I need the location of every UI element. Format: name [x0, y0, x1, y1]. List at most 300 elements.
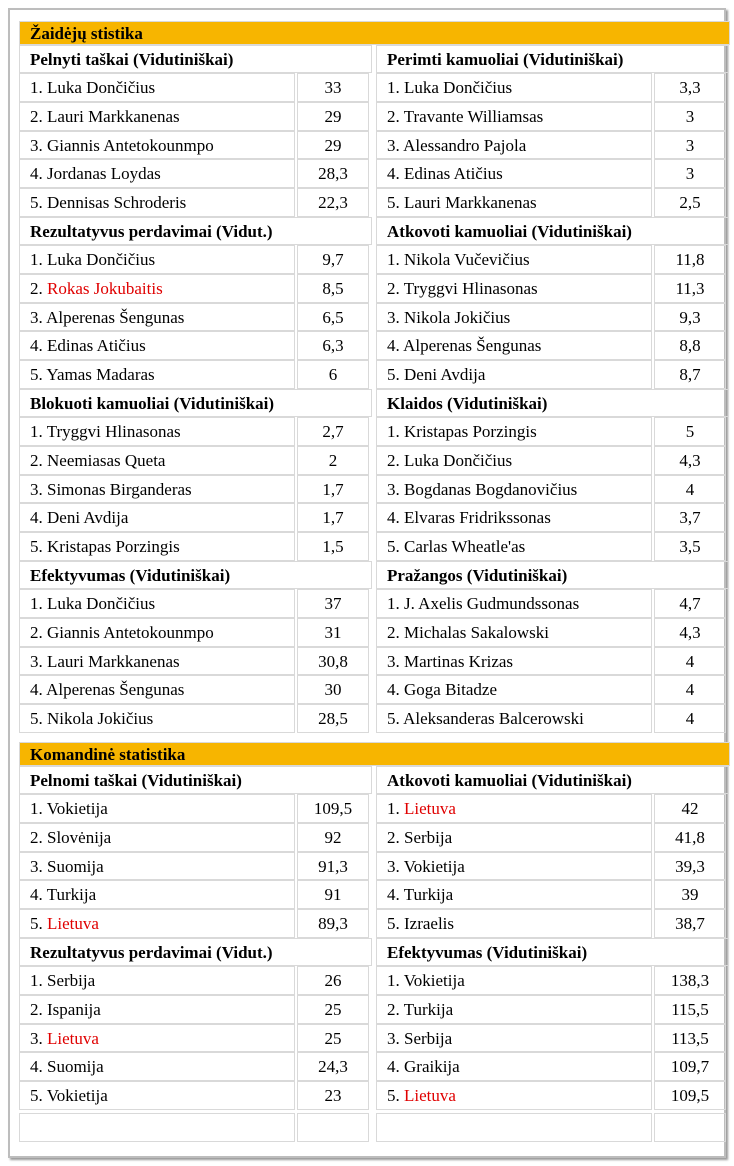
table-row — [19, 995, 372, 1024]
category-title: Efektyvumas (Vidutiniškai) — [376, 938, 729, 966]
name-cell — [19, 446, 295, 475]
table-row — [376, 880, 729, 909]
rank: 5. — [30, 537, 43, 557]
entity-name: Izraelis — [404, 914, 455, 934]
empty-row — [19, 1113, 372, 1142]
name-cell — [19, 131, 295, 160]
table-row — [376, 647, 729, 676]
table-row — [376, 159, 729, 188]
table-row — [376, 131, 729, 160]
value-cell: 3,5 — [654, 532, 726, 561]
name-cell — [19, 852, 295, 881]
entity-name: Edinas Atičius — [47, 336, 146, 356]
value-cell: 28,3 — [297, 159, 369, 188]
value-cell: 25 — [297, 995, 369, 1024]
name-cell — [19, 532, 295, 561]
entity-name: Serbija — [404, 827, 453, 847]
table-row — [376, 245, 729, 274]
value-cell: 4,3 — [654, 618, 726, 647]
rank: 1. — [30, 78, 43, 97]
table-row — [376, 274, 729, 303]
rank: 3. — [387, 651, 400, 671]
rank: 2. — [30, 106, 43, 126]
name-cell — [19, 909, 295, 938]
value-cell: 3,7 — [654, 503, 726, 532]
value-cell: 4 — [654, 475, 726, 504]
rank: 4. — [387, 508, 400, 528]
entity-name: Serbija — [47, 970, 96, 990]
name-cell — [19, 1052, 295, 1081]
value-cell: 1,7 — [297, 503, 369, 532]
rank: 1. — [387, 798, 400, 818]
rank: 3. — [387, 307, 400, 327]
rank: 2. — [30, 622, 43, 642]
name-cell — [376, 245, 652, 274]
rank: 3. — [30, 307, 43, 327]
table-row — [19, 102, 372, 131]
value-cell: 31 — [297, 618, 369, 647]
table-row — [19, 675, 372, 704]
entity-name: Giannis Antetokounmpo — [47, 135, 214, 155]
table-row — [19, 704, 372, 733]
category-title: Rezultatyvus perdavimai (Vidut.) — [19, 217, 372, 245]
value-cell: 3,3 — [654, 73, 726, 102]
value-cell: 91 — [297, 880, 369, 909]
value-cell: 115,5 — [654, 995, 726, 1024]
rank: 4. — [30, 885, 43, 905]
value-cell: 39 — [654, 880, 726, 909]
table-row — [376, 852, 729, 881]
rank: 1. — [30, 593, 43, 613]
entity-name: Turkija — [403, 999, 454, 1019]
name-cell — [376, 1081, 652, 1110]
table-row — [376, 589, 729, 618]
name-cell — [376, 794, 652, 823]
category-title: Pelnyti taškai (Vidutiniškai) — [19, 45, 372, 73]
rank: 1. — [30, 798, 43, 818]
table-row — [19, 852, 372, 881]
value-cell: 113,5 — [654, 1024, 726, 1053]
rank: 2. — [30, 999, 43, 1019]
entity-name: Slovėnija — [47, 827, 112, 847]
table-row — [376, 794, 729, 823]
name-cell — [376, 647, 652, 676]
empty-name-cell — [376, 1113, 652, 1142]
rank: 5. — [30, 365, 43, 385]
table-row — [376, 188, 729, 217]
team-stats-grid — [19, 766, 730, 1110]
entity-name: Kristapas Porzingis — [47, 537, 180, 557]
entity-name: Giannis Antetokounmpo — [47, 622, 214, 642]
player-stats-header: Žaidėjų stistika — [19, 21, 730, 45]
rank: 1. — [30, 249, 43, 269]
value-cell: 4,7 — [654, 589, 726, 618]
rank: 5. — [30, 1086, 43, 1106]
name-cell — [376, 188, 652, 217]
rank: 4. — [30, 336, 43, 356]
table-row — [376, 475, 729, 504]
rank: 2. — [387, 106, 400, 126]
name-cell — [19, 245, 295, 274]
value-cell: 9,7 — [297, 245, 369, 274]
name-cell — [19, 102, 295, 131]
rank: 3. — [30, 1028, 43, 1048]
rank: 4. — [387, 885, 400, 905]
table-row — [376, 618, 729, 647]
name-cell — [19, 188, 295, 217]
value-cell: 22,3 — [297, 188, 369, 217]
value-cell: 4 — [654, 704, 726, 733]
entity-name: Vokietija — [46, 1086, 108, 1106]
rank: 3. — [387, 1028, 400, 1048]
rank: 3. — [30, 651, 43, 671]
name-cell — [19, 675, 295, 704]
table-row — [376, 704, 729, 733]
table-row — [19, 618, 372, 647]
rank: 1. — [387, 249, 400, 269]
rank: 3. — [30, 479, 43, 499]
value-cell: 24,3 — [297, 1052, 369, 1081]
name-cell — [19, 995, 295, 1024]
rank: 5. — [387, 1086, 400, 1106]
value-cell: 2 — [297, 446, 369, 475]
entity-name: Alperenas Šengunas — [403, 336, 542, 356]
name-cell — [19, 618, 295, 647]
stats-content — [19, 21, 730, 1142]
table-row — [19, 532, 372, 561]
value-cell: 109,5 — [297, 794, 369, 823]
rank: 2. — [387, 827, 400, 847]
value-cell: 6,5 — [297, 303, 369, 332]
value-cell: 1,7 — [297, 475, 369, 504]
right-column — [376, 766, 729, 1110]
value-cell: 28,5 — [297, 704, 369, 733]
entity-name: Alessandro Pajola — [403, 135, 527, 155]
table-row — [19, 73, 372, 102]
rank: 4. — [387, 680, 400, 700]
entity-name: Aleksanderas Balcerowski — [403, 709, 584, 729]
entity-name: Luka Dončičius — [404, 450, 513, 470]
entity-name: Nikola Vučevičius — [404, 249, 530, 269]
rank: 2. — [387, 450, 400, 470]
name-cell — [19, 159, 295, 188]
empty-col — [19, 1113, 372, 1142]
category-title: Pražangos (Vidutiniškai) — [376, 561, 729, 589]
name-cell — [19, 303, 295, 332]
table-row — [376, 503, 729, 532]
rank: 5. — [387, 193, 400, 213]
entity-name: Suomija — [47, 1057, 104, 1077]
category-title: Perimti kamuoliai (Vidutiniškai) — [376, 45, 729, 73]
rank: 4. — [30, 1057, 43, 1077]
value-cell: 1,5 — [297, 532, 369, 561]
name-cell — [376, 360, 652, 389]
category-title: Efektyvumas (Vidutiniškai) — [19, 561, 372, 589]
rank: 5. — [30, 914, 43, 934]
name-cell — [19, 794, 295, 823]
entity-name: Jordanas Loydas — [47, 164, 161, 184]
rank: 3. — [387, 856, 400, 876]
value-cell: 41,8 — [654, 823, 726, 852]
highlighted-name: Lietuva — [47, 1028, 99, 1048]
value-cell: 138,3 — [654, 966, 726, 995]
value-cell: 38,7 — [654, 909, 726, 938]
empty-row — [376, 1113, 729, 1142]
entity-name: Tryggvi Hlinasonas — [46, 421, 181, 441]
table-row — [19, 794, 372, 823]
highlighted-name: Lietuva — [404, 798, 456, 818]
rank: 2. — [387, 622, 400, 642]
entity-name: Kristapas Porzingis — [404, 421, 537, 441]
name-cell — [19, 360, 295, 389]
rank: 5. — [387, 537, 400, 557]
table-row — [19, 880, 372, 909]
entity-name: Martinas Krizas — [404, 651, 514, 671]
entity-name: Dennisas Schroderis — [47, 193, 187, 213]
rank: 5. — [387, 709, 400, 729]
name-cell — [376, 880, 652, 909]
table-row — [19, 417, 372, 446]
rank: 4. — [387, 1057, 400, 1077]
team-stats-header: Komandinė statistika — [19, 742, 730, 766]
table-row — [19, 274, 372, 303]
entity-name: Turkija — [403, 885, 454, 905]
table-row — [376, 532, 729, 561]
value-cell: 89,3 — [297, 909, 369, 938]
entity-name: Alperenas Šengunas — [46, 680, 185, 700]
name-cell — [376, 475, 652, 504]
table-row — [19, 647, 372, 676]
entity-name: Carlas Wheatle'as — [404, 537, 526, 557]
entity-name: Goga Bitadze — [404, 680, 497, 700]
value-cell: 91,3 — [297, 852, 369, 881]
entity-name: Vokietija — [403, 970, 465, 990]
name-cell — [376, 909, 652, 938]
rank: 1. — [387, 970, 400, 990]
rank: 1. — [30, 421, 43, 441]
entity-name: Turkija — [46, 885, 97, 905]
entity-name: Lauri Markkanenas — [47, 651, 180, 671]
table-row — [19, 360, 372, 389]
section-gap — [19, 733, 730, 742]
entity-name: Suomija — [47, 856, 104, 876]
value-cell: 11,3 — [654, 274, 726, 303]
table-row — [19, 131, 372, 160]
entity-name: Bogdanas Bogdanovičius — [404, 479, 578, 499]
table-row — [19, 909, 372, 938]
rank: 1. — [30, 970, 43, 990]
empty-value-cell — [654, 1113, 726, 1142]
value-cell: 30,8 — [297, 647, 369, 676]
table-row — [19, 303, 372, 332]
rank: 4. — [30, 508, 43, 528]
table-row — [19, 188, 372, 217]
entity-name: J. Axelis Gudmundssonas — [404, 593, 580, 613]
entity-name: Graikija — [404, 1057, 460, 1077]
name-cell — [19, 823, 295, 852]
value-cell: 2,5 — [654, 188, 726, 217]
value-cell: 11,8 — [654, 245, 726, 274]
rank: 3. — [387, 479, 400, 499]
entity-name: Luka Dončičius — [47, 249, 156, 269]
table-row — [376, 966, 729, 995]
empty-name-cell — [19, 1113, 295, 1142]
value-cell: 37 — [297, 589, 369, 618]
rank: 3. — [387, 135, 400, 155]
entity-name: Yamas Madaras — [46, 365, 155, 385]
name-cell — [376, 1052, 652, 1081]
rank: 2. — [30, 278, 43, 298]
table-row — [376, 995, 729, 1024]
value-cell: 29 — [297, 131, 369, 160]
entity-name: Travante Williamsas — [403, 106, 544, 126]
name-cell — [19, 417, 295, 446]
value-cell: 92 — [297, 823, 369, 852]
entity-name: Serbija — [404, 1028, 453, 1048]
table-row — [376, 417, 729, 446]
table-row — [376, 909, 729, 938]
value-cell: 26 — [297, 966, 369, 995]
rank: 2. — [387, 278, 400, 298]
value-cell: 8,7 — [654, 360, 726, 389]
empty-col — [376, 1113, 729, 1142]
name-cell — [376, 704, 652, 733]
table-row — [376, 1052, 729, 1081]
entity-name: Luka Dončičius — [404, 78, 513, 97]
name-cell — [376, 73, 652, 102]
name-cell — [376, 675, 652, 704]
left-column — [19, 45, 372, 733]
empty-row-grid — [19, 1113, 730, 1142]
rank: 4. — [30, 680, 43, 700]
rank: 1. — [387, 593, 400, 613]
value-cell: 30 — [297, 675, 369, 704]
table-row — [376, 1024, 729, 1053]
name-cell — [376, 618, 652, 647]
name-cell — [376, 131, 652, 160]
name-cell — [19, 704, 295, 733]
table-row — [376, 360, 729, 389]
highlighted-name: Lietuva — [47, 914, 99, 934]
category-title: Blokuoti kamuoliai (Vidutiniškai) — [19, 389, 372, 417]
value-cell: 109,5 — [654, 1081, 726, 1110]
rank: 5. — [30, 709, 43, 729]
name-cell — [19, 647, 295, 676]
table-row — [376, 1081, 729, 1110]
value-cell: 4 — [654, 647, 726, 676]
name-cell — [376, 102, 652, 131]
value-cell: 9,3 — [654, 303, 726, 332]
name-cell — [19, 274, 295, 303]
entity-name: Vokietija — [46, 798, 108, 818]
right-column — [376, 45, 729, 733]
name-cell — [376, 589, 652, 618]
value-cell: 6 — [297, 360, 369, 389]
entity-name: Luka Dončičius — [47, 593, 156, 613]
name-cell — [19, 503, 295, 532]
name-cell — [19, 475, 295, 504]
rank: 5. — [30, 193, 43, 213]
name-cell — [376, 532, 652, 561]
value-cell: 6,3 — [297, 331, 369, 360]
name-cell — [376, 823, 652, 852]
value-cell: 25 — [297, 1024, 369, 1053]
value-cell: 33 — [297, 73, 369, 102]
rank: 1. — [387, 78, 400, 97]
value-cell: 8,5 — [297, 274, 369, 303]
table-row — [19, 1052, 372, 1081]
name-cell — [376, 274, 652, 303]
name-cell — [376, 331, 652, 360]
name-cell — [376, 995, 652, 1024]
table-row — [19, 1081, 372, 1110]
entity-name: Neemiasas Queta — [47, 450, 166, 470]
entity-name: Edinas Atičius — [404, 164, 503, 184]
name-cell — [376, 417, 652, 446]
value-cell: 8,8 — [654, 331, 726, 360]
rank: 4. — [387, 336, 400, 356]
rank: 1. — [387, 421, 400, 441]
entity-name: Michalas Sakalowski — [404, 622, 549, 642]
table-row — [19, 446, 372, 475]
table-row — [19, 475, 372, 504]
table-row — [376, 675, 729, 704]
entity-name: Vokietija — [403, 856, 465, 876]
name-cell — [19, 1081, 295, 1110]
entity-name: Luka Dončičius — [47, 78, 156, 97]
table-row — [19, 331, 372, 360]
rank: 5. — [387, 914, 400, 934]
entity-name: Lauri Markkanenas — [47, 106, 180, 126]
table-row — [376, 73, 729, 102]
value-cell: 3 — [654, 159, 726, 188]
name-cell — [376, 159, 652, 188]
table-row — [19, 503, 372, 532]
value-cell: 109,7 — [654, 1052, 726, 1081]
left-column — [19, 766, 372, 1110]
player-stats-grid — [19, 45, 730, 733]
name-cell — [376, 966, 652, 995]
name-cell — [19, 589, 295, 618]
name-cell — [376, 1024, 652, 1053]
entity-name: Deni Avdija — [47, 508, 129, 528]
category-title: Rezultatyvus perdavimai (Vidut.) — [19, 938, 372, 966]
name-cell — [19, 73, 295, 102]
value-cell: 3 — [654, 131, 726, 160]
rank: 2. — [30, 827, 43, 847]
rank: 2. — [387, 999, 400, 1019]
category-title: Pelnomi taškai (Vidutiniškai) — [19, 766, 372, 794]
value-cell: 23 — [297, 1081, 369, 1110]
entity-name: Tryggvi Hlinasonas — [403, 278, 538, 298]
value-cell: 4 — [654, 675, 726, 704]
table-row — [376, 446, 729, 475]
table-row — [19, 1024, 372, 1053]
value-cell: 2,7 — [297, 417, 369, 446]
rank: 4. — [30, 164, 43, 184]
name-cell — [376, 303, 652, 332]
table-row — [376, 303, 729, 332]
entity-name: Nikola Jokičius — [47, 709, 154, 729]
table-row — [19, 589, 372, 618]
entity-name: Nikola Jokičius — [404, 307, 511, 327]
table-row — [376, 331, 729, 360]
category-title: Klaidos (Vidutiniškai) — [376, 389, 729, 417]
value-cell: 42 — [654, 794, 726, 823]
stats-frame — [8, 8, 726, 1158]
value-cell: 29 — [297, 102, 369, 131]
rank: 3. — [30, 135, 43, 155]
